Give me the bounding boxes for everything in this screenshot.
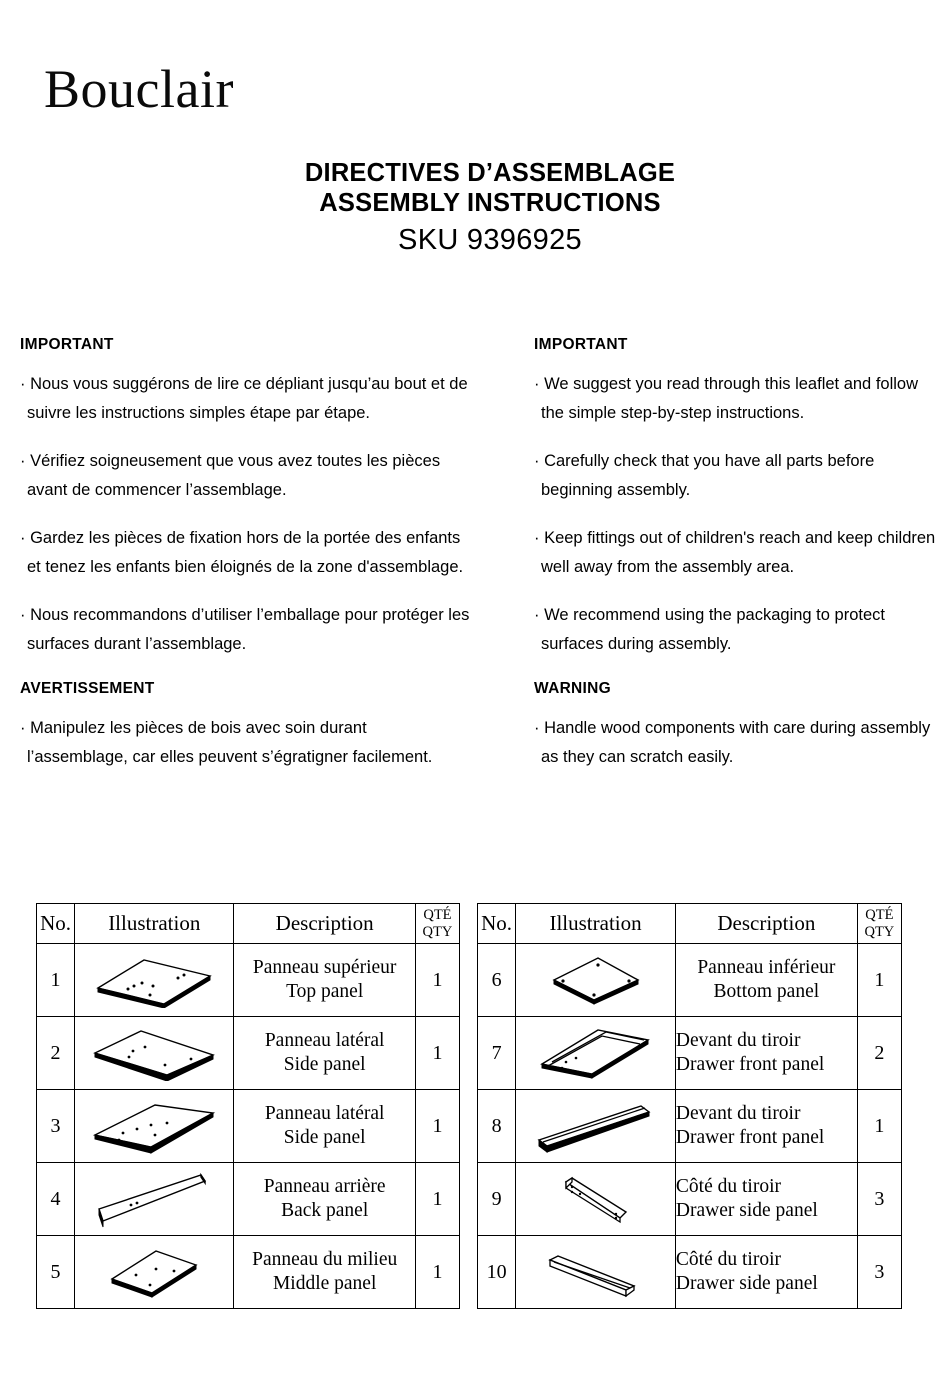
part-number: 7 <box>478 1017 516 1090</box>
part-number: 10 <box>478 1236 516 1309</box>
part-quantity: 3 <box>857 1163 901 1236</box>
part-description-fr: Panneau latéral <box>264 1103 385 1124</box>
english-warning-bullet: · Handle wood components with care during assembly as they can scratch easily. <box>534 719 931 766</box>
header-description: Description <box>675 904 857 944</box>
flat-panel-long-icon <box>75 1017 234 1090</box>
parts-table-header <box>478 904 902 944</box>
part-description <box>675 944 857 1017</box>
part-description-fr: Panneau latéral <box>264 1030 385 1051</box>
part-description <box>234 944 415 1017</box>
english-important-bullet: · Carefully check that you have all parts before beginning assembly. <box>534 452 875 499</box>
table-row <box>37 1236 460 1309</box>
header-no: No. <box>37 904 75 944</box>
part-description-fr: Côté du tiroir <box>675 1176 781 1197</box>
part-quantity: 1 <box>415 944 459 1017</box>
part-description <box>234 1090 415 1163</box>
part-description <box>675 1090 857 1163</box>
header-illustration: Illustration <box>516 904 676 944</box>
part-description-en: Drawer front panel <box>675 1127 825 1148</box>
english-important-heading: IMPORTANT <box>534 336 628 353</box>
part-description <box>675 1163 857 1236</box>
part-description-fr: Panneau du milieu <box>252 1249 398 1270</box>
header-no: No. <box>478 904 516 944</box>
page-title <box>190 158 790 260</box>
part-number: 2 <box>37 1017 75 1090</box>
table-row <box>478 944 902 1017</box>
part-description-fr: Côté du tiroir <box>675 1249 781 1270</box>
part-number: 3 <box>37 1090 75 1163</box>
part-description <box>234 1163 415 1236</box>
french-important-heading: IMPORTANT <box>20 336 114 353</box>
table-row <box>478 1017 902 1090</box>
header-quantity-fr: QTÉ <box>865 907 894 923</box>
part-number: 9 <box>478 1163 516 1236</box>
part-description-en: Top panel <box>286 981 364 1002</box>
part-description-fr: Devant du tiroir <box>675 1103 801 1124</box>
english-warning-heading: WARNING <box>534 680 612 697</box>
header-quantity-en: QTY <box>864 923 895 940</box>
brand-logo: Bouclair <box>44 59 234 119</box>
part-number: 1 <box>37 944 75 1017</box>
part-quantity: 2 <box>857 1017 901 1090</box>
table-row <box>37 1163 460 1236</box>
table-row <box>478 1163 902 1236</box>
part-quantity: 1 <box>415 1163 459 1236</box>
flat-panel-long-alt-icon <box>75 1090 234 1163</box>
table-row <box>37 1017 460 1090</box>
drawer-front-slim-icon <box>516 1090 676 1163</box>
french-important-bullet: · Vérifiez soigneusement que vous avez toutes les pièces avant de commencer l’assemblage. <box>20 452 441 499</box>
english-instructions-column <box>534 336 944 771</box>
part-number: 4 <box>37 1163 75 1236</box>
part-description-en: Back panel <box>281 1200 369 1221</box>
part-description-fr: Panneau inférieur <box>697 957 836 978</box>
part-description-en: Drawer side panel <box>675 1273 818 1294</box>
part-quantity: 1 <box>415 1090 459 1163</box>
part-description-en: Side panel <box>283 1127 366 1148</box>
header-quantity-fr: QTÉ <box>423 907 452 923</box>
table-row <box>478 1090 902 1163</box>
upright-panel-icon <box>75 1163 234 1236</box>
french-warning-bullet: · Manipulez les pièces de bois avec soin durant l’assemblage, car elles peuvent s’égratigner facilement. <box>20 719 433 766</box>
table-row <box>37 1090 460 1163</box>
french-important-bullet: · Gardez les pièces de fixation hors de la portée des enfants et tenez les enfants bien éloignés de la zone d'assemblage. <box>20 529 464 576</box>
part-description-fr: Panneau arrière <box>263 1176 386 1197</box>
title-line-english: ASSEMBLY INSTRUCTIONS <box>319 189 661 217</box>
part-quantity: 1 <box>415 1236 459 1309</box>
header-quantity <box>415 904 459 944</box>
french-important-bullet: · Nous recommandons d’utiliser l’emballage pour protéger les surfaces durant l’assemblage. <box>20 606 470 653</box>
sku-label: SKU 9396925 <box>398 224 582 256</box>
part-description <box>675 1017 857 1090</box>
table-row <box>37 944 460 1017</box>
title-line-french: DIRECTIVES D’ASSEMBLAGE <box>304 159 676 187</box>
part-description <box>234 1236 415 1309</box>
part-quantity: 1 <box>415 1017 459 1090</box>
english-important-bullet: · Keep fittings out of children's reach and keep children well away from the assembly area. <box>534 529 936 576</box>
flat-panel-wide-icon <box>75 944 234 1017</box>
part-quantity: 1 <box>857 1090 901 1163</box>
part-number: 5 <box>37 1236 75 1309</box>
part-description-en: Side panel <box>283 1054 366 1075</box>
part-description-en: Drawer front panel <box>675 1054 825 1075</box>
part-number: 6 <box>478 944 516 1017</box>
english-important-bullet: · We recommend using the packaging to protect surfaces during assembly. <box>534 606 885 653</box>
french-important-bullet: · Nous vous suggérons de lire ce dépliant jusqu’au bout et de suivre les instructions simples étape par étape. <box>20 375 468 422</box>
drawer-side-upright-icon <box>516 1163 676 1236</box>
part-description <box>234 1017 415 1090</box>
flat-panel-small-icon <box>75 1236 234 1309</box>
part-description-en: Drawer side panel <box>675 1200 818 1221</box>
flat-panel-diamond-icon <box>516 944 676 1017</box>
header-description: Description <box>234 904 415 944</box>
part-quantity: 1 <box>857 944 901 1017</box>
header-quantity-en: QTY <box>422 923 453 940</box>
drawer-front-stack-icon <box>516 1017 676 1090</box>
part-description <box>675 1236 857 1309</box>
parts-table-header <box>37 904 460 944</box>
part-description-fr: Devant du tiroir <box>675 1030 801 1051</box>
header-quantity <box>857 904 901 944</box>
french-warning-heading: AVERTISSEMENT <box>20 680 155 697</box>
parts-table-right <box>477 903 902 1309</box>
drawer-side-flat-icon <box>516 1236 676 1309</box>
english-important-bullet: · We suggest you read through this leaflet and follow the simple step-by-step instructions. <box>534 375 919 422</box>
part-description-en: Middle panel <box>272 1273 377 1294</box>
french-instructions-column <box>20 336 472 771</box>
part-quantity: 3 <box>857 1236 901 1309</box>
header-illustration: Illustration <box>75 904 234 944</box>
part-description-en: Bottom panel <box>713 981 820 1002</box>
table-row <box>478 1236 902 1309</box>
part-description-fr: Panneau supérieur <box>252 957 397 978</box>
part-number: 8 <box>478 1090 516 1163</box>
parts-table-left <box>36 903 460 1309</box>
